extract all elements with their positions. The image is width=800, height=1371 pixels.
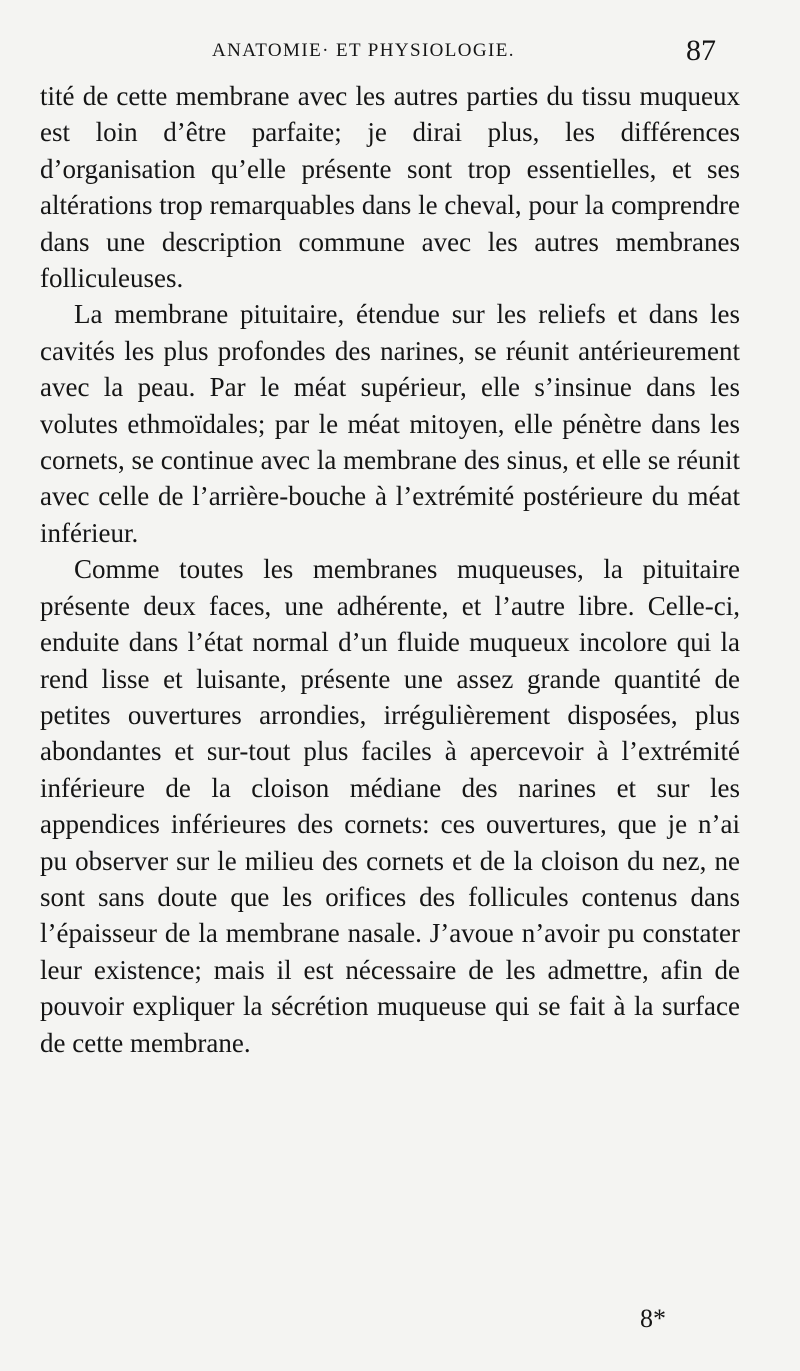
paragraph-continued: tité de cette membrane avec les autres parties du tissu muqueux est loin d’être parfaite; je dirai plus, les différences d’organisation qu’elle présente sont trop essentielles, et ses altérations trop remarquables dans le cheval, pour la comprendre dans une description commune avec les autres membranes folliculeuses. [40, 81, 740, 294]
paragraph-mucous-membranes: Comme toutes les membranes muqueuses, la pituitaire présente deux faces, une adhérente, et l’autre libre. Celle-ci, enduite dans l’état normal d’un fluide muqueux incolore qui la rend lisse et luisante, présente une assez grande quantité de petites ouvertures arrondies, irrégulièrement disposées, plus abondantes et sur-tout plus faciles à apercevoir à l’extrémité inférieure de la cloison médiane des narines et sur les appendices inférieures des cornets: ces ouvertures, que je n’ai pu observer sur le milieu des cornets et de la cloison du nez, ne sont sans doute que les orifices des follicules contenus dans l’épaisseur de la membrane nasale. J’avoue n’avoir pu constater leur existence; mais il est nécessaire de les admettre, afin de pouvoir expliquer la sécrétion muqueuse qui se fait à la surface de cette membrane. [40, 554, 740, 1058]
body-text [40, 78, 740, 1061]
printer-signature-mark: 8* [640, 1304, 666, 1333]
running-title: ANATOMIE· ET PHYSIOLOGIE. [212, 40, 515, 61]
paragraph-pituitary-membrane: La membrane pituitaire, étendue sur les reliefs et dans les cavités les plus profondes des narines, se réunit antérieurement avec la peau. Par le méat supérieur, elle s’insinue dans les volutes ethmoïdales; par le méat mitoyen, elle pénètre dans les cornets, se continue avec la membrane des sinus, et elle se réunit avec celle de l’arrière-bouche à l’extrémité postérieure du méat inférieur. [40, 299, 740, 548]
page-header [0, 34, 800, 70]
page-number: 87 [686, 34, 716, 67]
